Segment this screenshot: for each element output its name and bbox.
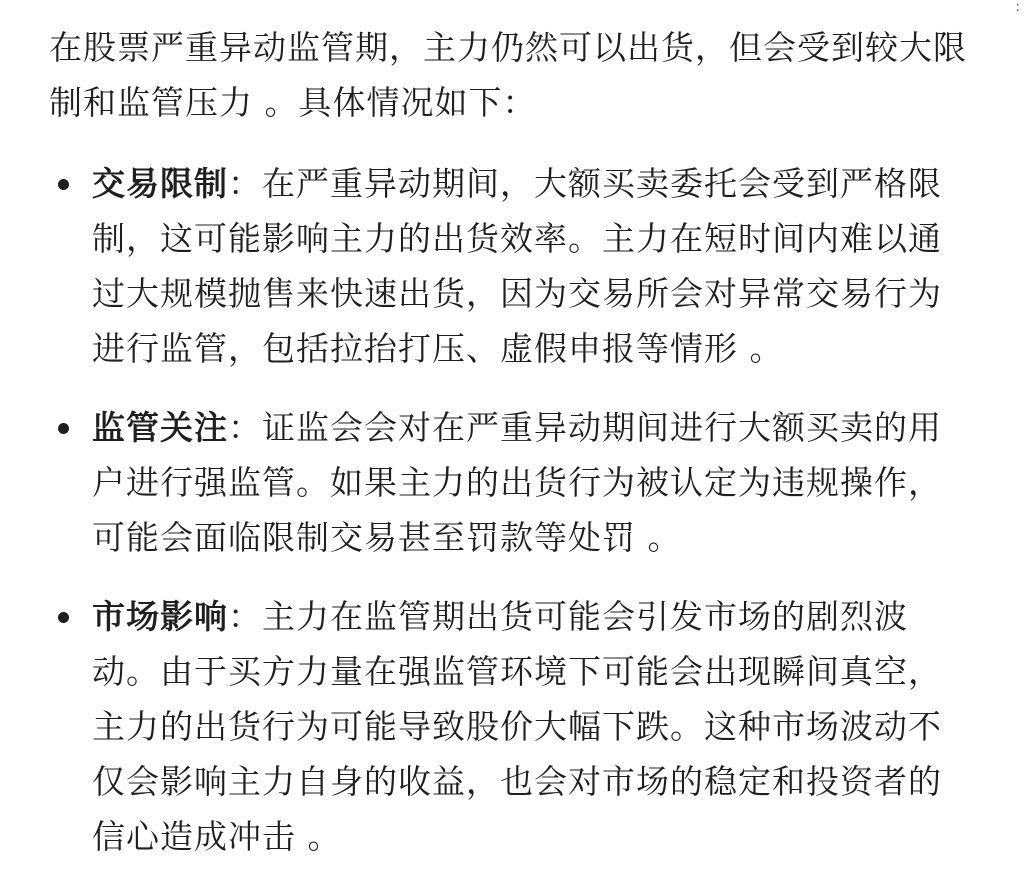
item-text: ：证监会会对在严重异动期间进行大额买卖的用户进行强监管。如果主力的出货行为被认定为违规操作，可能会面临限制交易甚至罚款等处罚 。 xyxy=(92,408,942,557)
bullet-dot-icon xyxy=(58,612,69,623)
item-term: 监管关注 xyxy=(92,408,228,447)
item-text: ：主力在监管期出货可能会引发市场的剧烈波动。由于买方力量在强监管环境下可能会出现瞬间真空，主力的出货行为可能导致股价大幅下跌。这种市场波动不仅会影响主力自身的收益，也会对市场的稳定和投资者的信心造成冲击 。 xyxy=(92,597,942,856)
corner-mark: : xyxy=(1015,0,1020,15)
item-term: 市场影响 xyxy=(92,597,228,636)
bullet-list xyxy=(49,156,969,864)
intro-paragraph: 在股票严重异动监管期，主力仍然可以出货，但会受到较大限制和监管压力 。具体情况如下： xyxy=(49,28,967,122)
item-term: 交易限制 xyxy=(92,164,228,203)
bullet-dot-icon xyxy=(58,423,69,434)
answer-content xyxy=(49,20,969,888)
list-item-market-impact xyxy=(49,589,969,864)
item-text: ：在严重异动期间，大额买卖委托会受到严格限制，这可能影响主力的出货效率。主力在短时间内难以通过大规模抛售来快速出货，因为交易所会对异常交易行为进行监管，包括拉抬打压、虚假申报等情形 。 xyxy=(92,164,942,368)
list-item-regulatory-attention xyxy=(49,400,969,565)
bullet-dot-icon xyxy=(58,179,69,190)
list-item-trading-restriction xyxy=(49,156,969,376)
